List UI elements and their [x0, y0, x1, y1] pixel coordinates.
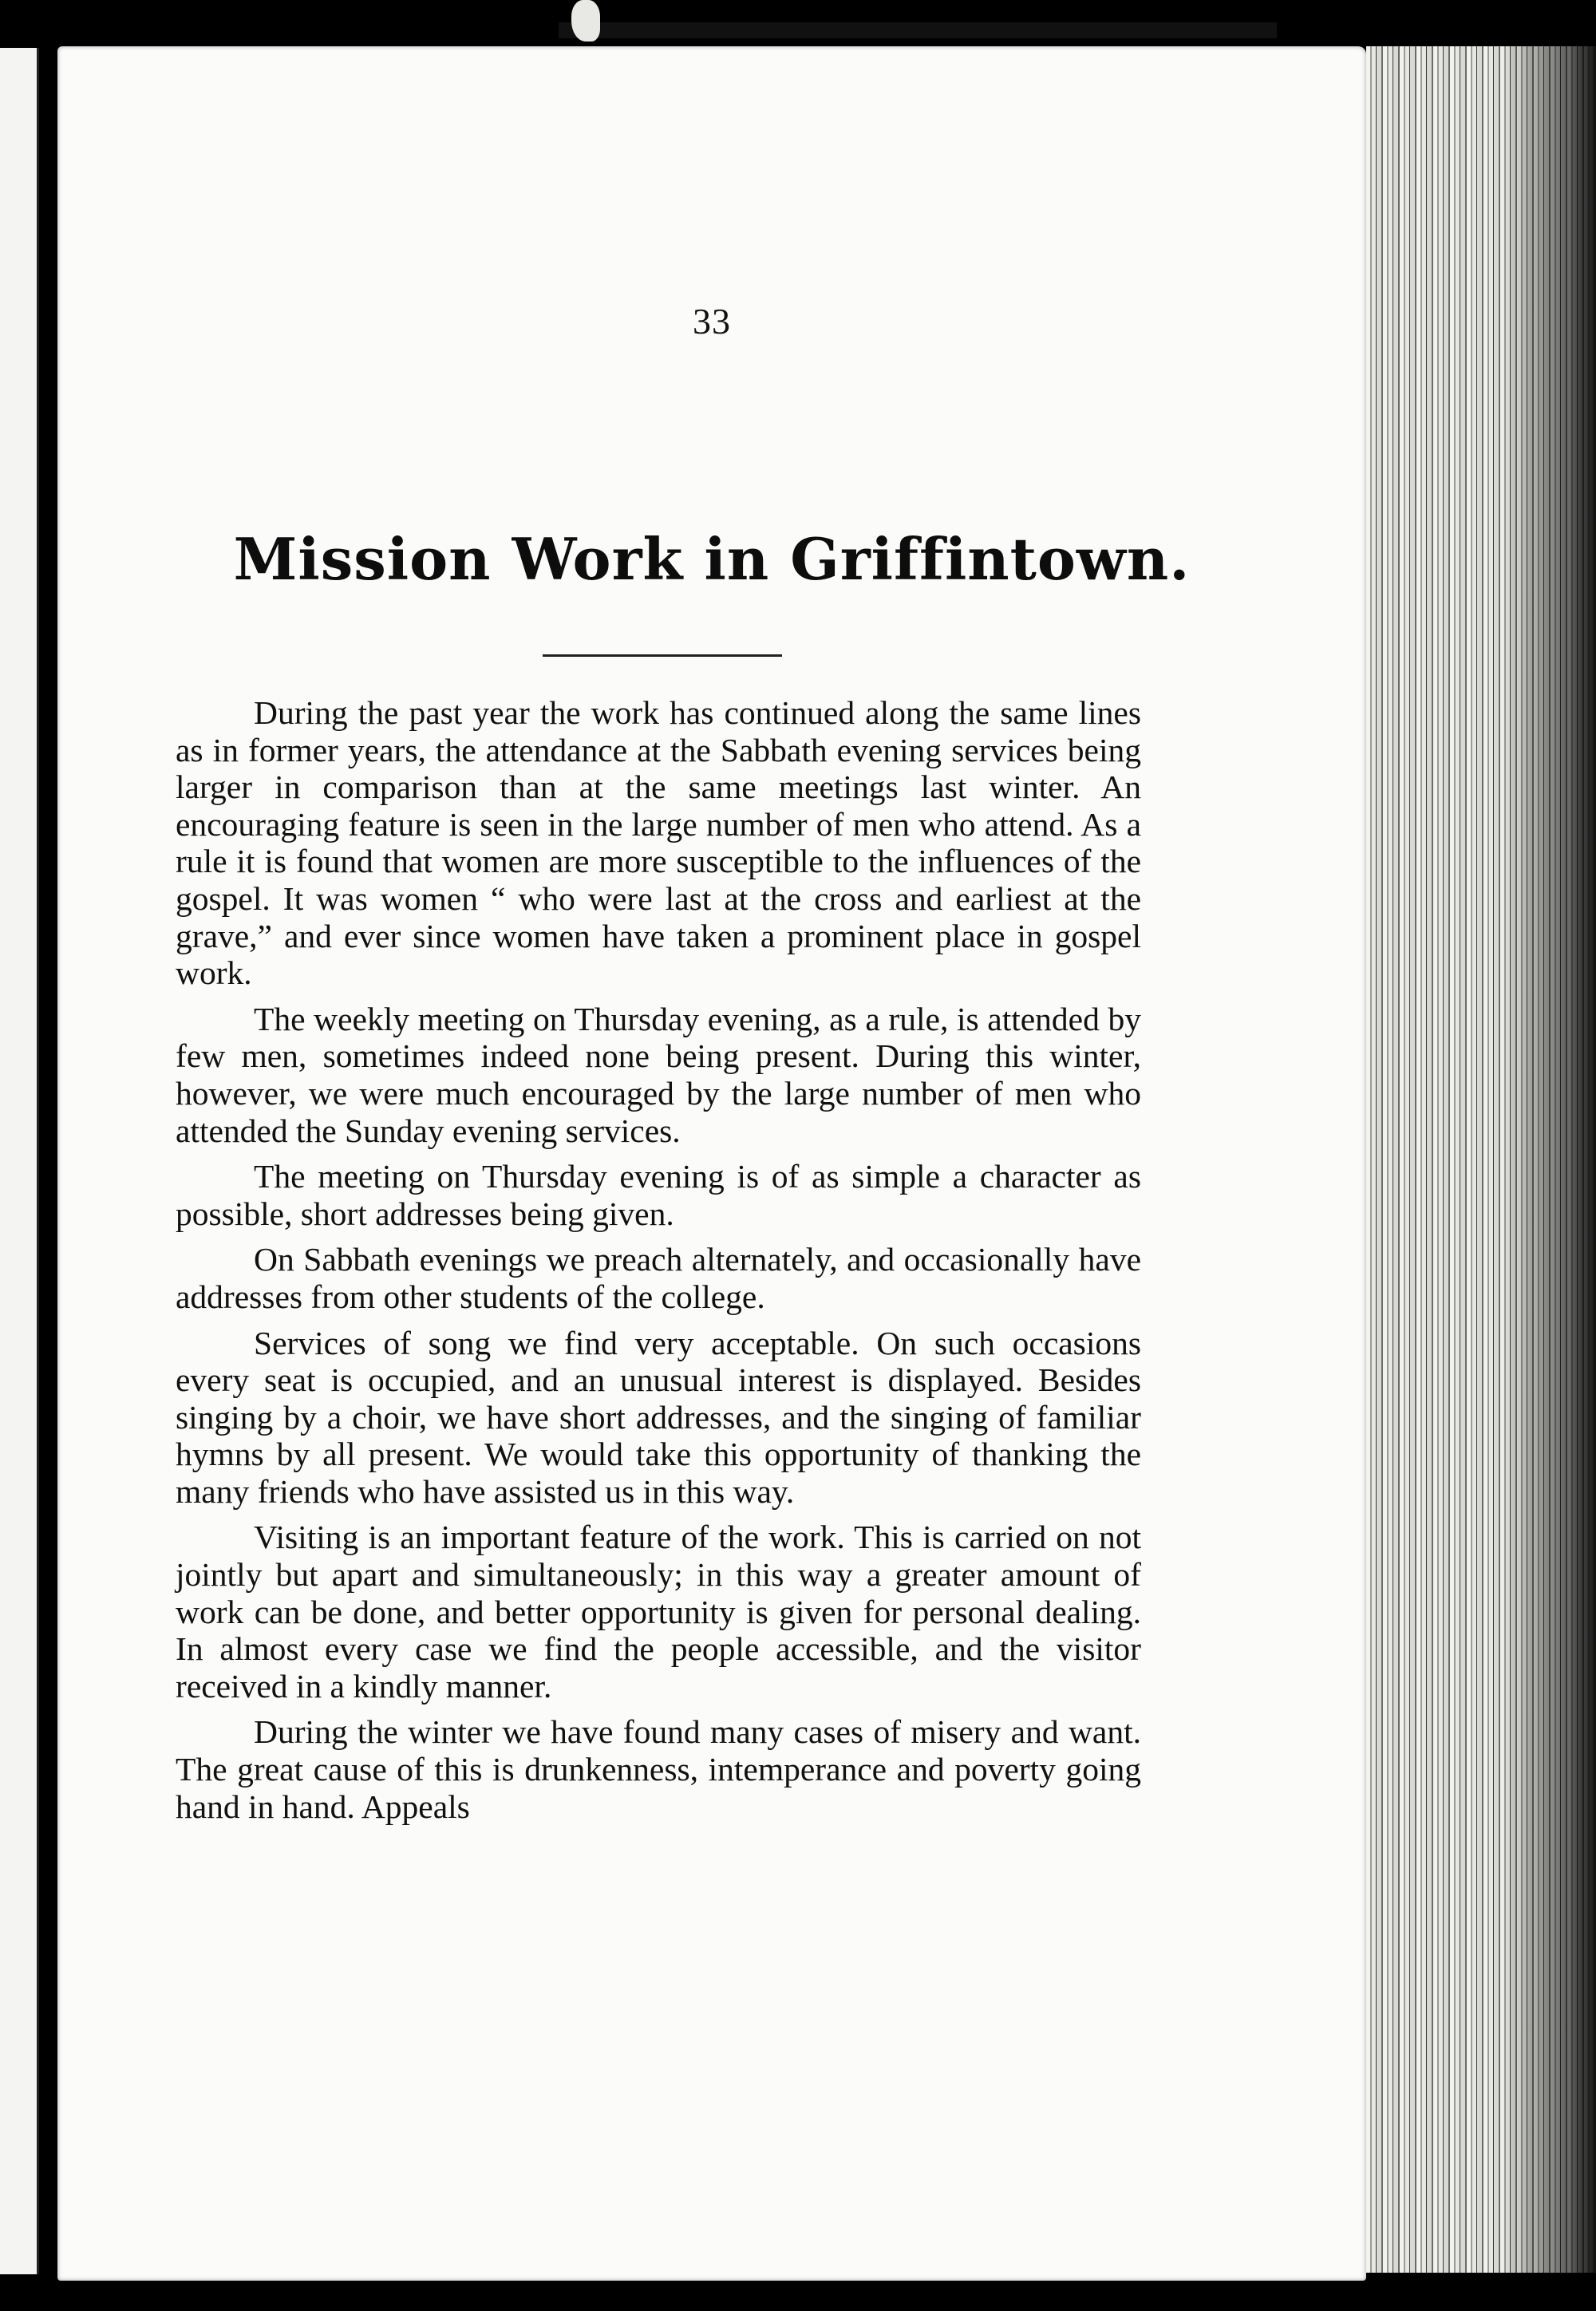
paragraph: On Sabbath evenings we preach alternately, and occasionally have addresses from other students of the college.	[176, 1241, 1141, 1315]
paper-tear-mark	[571, 0, 600, 41]
book-top-shadow	[559, 22, 1277, 38]
paragraph: The weekly meeting on Thursday evening, as a rule, is attended by few men, sometimes indeed none being present. During this winter, however, we were much encouraged by the large number of men who attended the Sunday evening services.	[176, 1000, 1141, 1149]
body-text	[176, 694, 1141, 1834]
paragraph: During the past year the work has continued along the same lines as in former years, the attendance at the Sabbath evening services being larger in comparison than at the same meetings last winter. An encouraging feature is seen in the large number of men who attend. As a rule it is found that women are more susceptible to the influences of the gospel. It was women “ who were last at the cross and earliest at the grave,” and ever since women have taken a prominent place in gospel work.	[176, 694, 1141, 992]
previous-page-edge	[0, 48, 39, 2274]
page-title: Mission Work in Griffintown.	[233, 525, 1191, 593]
stacked-page-edges	[1366, 46, 1596, 2273]
book-page	[57, 46, 1366, 2281]
page-number: 33	[693, 301, 731, 342]
paragraph: Services of song we find very acceptable. On such occasions every seat is occupied, and an unusual interest is displayed. Besides singing by a choir, we have short addresses, and the singing of familiar hymns by all present. We would take this opportunity of thanking the many friends who have assisted us in this way.	[176, 1324, 1141, 1510]
paragraph: Visiting is an important feature of the work. This is carried on not jointly but apart and simultaneously; in this way a greater amount of work can be done, and better opportunity is given for personal dealing. In almost every case we find the people accessible, and the visitor received in a kindly manner.	[176, 1519, 1141, 1705]
title-divider	[543, 654, 782, 657]
paragraph: During the winter we have found many cases of misery and want. The great cause of this is drunkenness, intemperance and poverty going hand in hand. Appeals	[176, 1713, 1141, 1825]
paragraph: The meeting on Thursday evening is of as simple a character as possible, short addresses being given.	[176, 1158, 1141, 1232]
